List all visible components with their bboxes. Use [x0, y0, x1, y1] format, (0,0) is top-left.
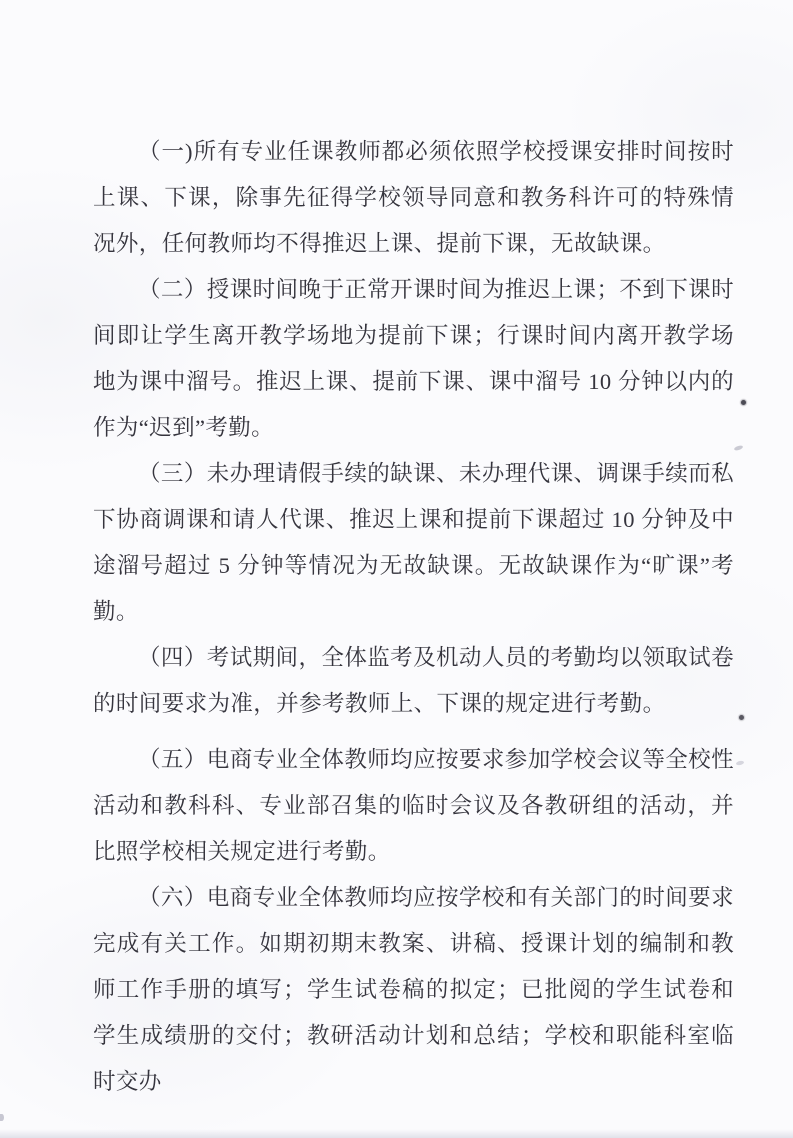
paragraph-5: （五）电商专业全体教师均应按要求参加学校会议等全校性活动和教科科、专业部召集的临时会议及各教研组的活动，并比照学校相关规定进行考勤。	[93, 747, 734, 864]
document-text-block	[93, 129, 734, 1105]
ink-speck	[741, 400, 746, 405]
paragraph-2: （二）授课时间晚于正常开课时间为推迟上课；不到下课时间即让学生离开教学场地为提前下课；行课时间内离开教学场地为课中溜号。推迟上课、提前下课、课中溜号 10 分钟以内的作为“迟到”考勤。	[93, 277, 734, 440]
page-bottom-shadow	[0, 1129, 793, 1138]
ink-speck	[739, 715, 744, 720]
scan-smudge	[734, 445, 744, 452]
paragraph-1: （一)所有专业任课教师都必须依照学校授课安排时间按时上课、下课，除事先征得学校领导同意和教务科许可的特殊情况外，任何教师均不得推迟上课、提前下课，无故缺课。	[93, 139, 734, 256]
paragraph-3: （三）未办理请假手续的缺课、未办理代课、调课手续而私下协商调课和请人代课、推迟上课和提前下课超过 10 分钟及中途溜号超过 5 分钟等情况为无故缺课。无故缺课作为“旷课”考勤。	[93, 461, 734, 624]
page-edge-mark	[0, 1114, 4, 1121]
paragraph-6: （六）电商专业全体教师均应按学校和有关部门的时间要求完成有关工作。如期初期末教案、讲稿、授课计划的编制和教师工作手册的填写；学生试卷稿的拟定；已批阅的学生试卷和学生成绩册的交付；教研活动计划和总结；学校和职能科室临时交办	[93, 885, 734, 1094]
scan-smudge	[736, 760, 745, 766]
paragraph-4: （四）考试期间，全体监考及机动人员的考勤均以领取试卷的时间要求为准，并参考教师上、下课的规定进行考勤。	[93, 645, 734, 716]
